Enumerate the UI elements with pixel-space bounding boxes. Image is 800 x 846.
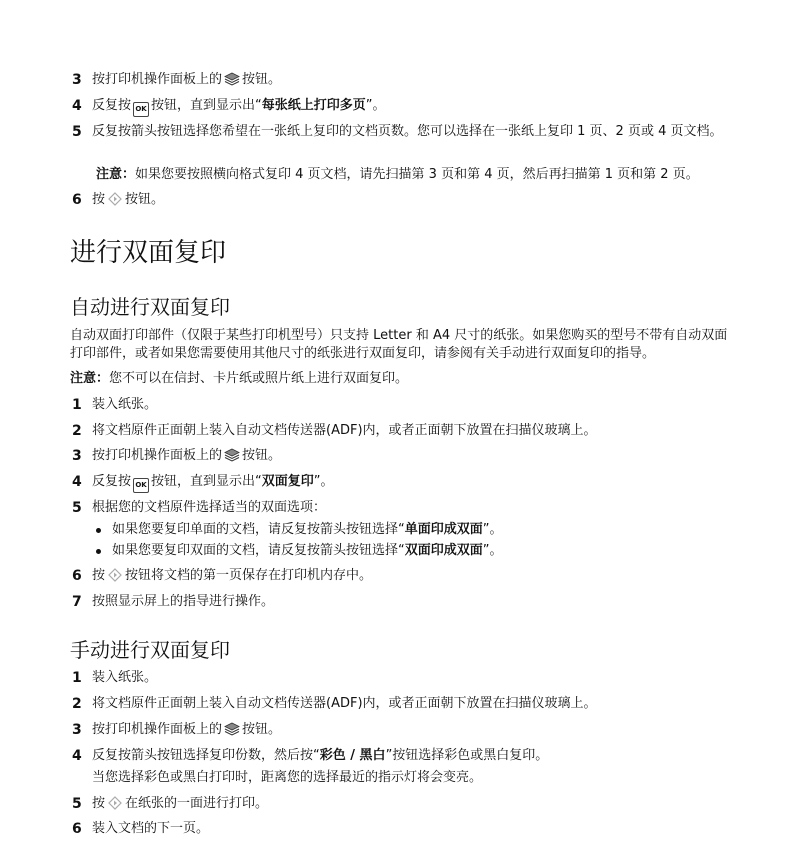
step-number: 1 [72, 397, 82, 413]
step-text: 按 [92, 568, 106, 583]
step-number: 5 [72, 124, 82, 140]
step-text-end: 按钮将文档的第一页保存在打印机内存中。 [125, 568, 373, 583]
step-text: 装入纸张。 [92, 397, 158, 412]
copy-layers-icon [224, 72, 240, 92]
section-title: 进行双面复印 [70, 238, 227, 268]
step-text-mid: 按钮，直到显示出“ [151, 474, 262, 489]
step-number: 6 [72, 568, 82, 584]
step-number: 5 [72, 500, 82, 516]
bullet-text: 如果您要复印单面的文档，请反复按箭头按钮选择“ [112, 522, 405, 537]
step-number: 3 [72, 722, 82, 738]
note [96, 166, 699, 184]
menu-option: 双面复印 [261, 474, 314, 489]
menu-option: 双面印成双面 [404, 543, 483, 558]
step-subtext: 当您选择彩色或黑白打印时，距离您的选择最近的指示灯将会变亮。 [92, 770, 483, 785]
step-text: 反复按箭头按钮选择您希望在一张纸上复印的文档页数。您可以选择在一张纸上复印 1 页、2 页或 4 页文档。 [92, 124, 723, 139]
bullet-text-end: ”。 [482, 543, 503, 558]
button-label: 彩色 / 黑白 [319, 748, 386, 763]
note [70, 370, 408, 388]
step-text: 将文档原件正面朝上装入自动文档传送器(ADF)内，或者正面朝下放置在扫描仪玻璃上。 [92, 696, 597, 711]
menu-option: 单面印成双面 [404, 522, 483, 537]
copy-layers-icon [224, 448, 240, 468]
subsection-title-auto: 自动进行双面复印 [70, 295, 230, 319]
step-number: 3 [72, 448, 82, 464]
bullet-dot [96, 528, 101, 533]
step-text: 按 [92, 192, 106, 207]
step-text: 按打印机操作面板上的 [92, 72, 223, 87]
note-text: 如果您要按照横向格式复印 4 页文档，请先扫描第 3 页和第 4 页，然后再扫描第 1 页和第 2 页。 [135, 167, 699, 182]
list-item [0, 396, 800, 422]
step-number: 4 [72, 474, 82, 490]
subsection-title-manual: 手动进行双面复印 [70, 638, 230, 662]
step-number: 7 [72, 594, 82, 610]
list-item [0, 669, 800, 695]
step-text-mid: 按钮，直到显示出“ [151, 98, 262, 113]
step-number: 6 [72, 192, 82, 208]
note-label: 注意： [70, 371, 110, 386]
list-item [0, 721, 800, 747]
step-text-end: ”按钮选择彩色或黑白复印。 [385, 748, 549, 763]
step-text: 反复按箭头按钮选择复印份数，然后按“ [92, 748, 320, 763]
paragraph: 自动双面打印部件（仅限于某些打印机型号）只支持 Letter 和 A4 尺寸的纸张。如果您购买的型号不带有自动双面打印部件，或者如果您需要使用其他尺寸的纸张进行双面复印，请参阅有关手动进行双面复印的指导。 [70, 328, 728, 361]
bullet-text: 如果您要复印双面的文档，请反复按箭头按钮选择“ [112, 543, 405, 558]
step-text: 反复按 [92, 98, 132, 113]
list-item [0, 593, 800, 619]
step-text-end: 按钮。 [242, 722, 282, 737]
step-number: 5 [72, 796, 82, 812]
list-item [0, 422, 800, 448]
copy-layers-icon [224, 722, 240, 742]
list-item [0, 820, 800, 846]
list-item [0, 191, 800, 217]
step-text-end: 按钮。 [125, 192, 165, 207]
ok-button-icon: OK [133, 102, 149, 117]
step-text: 装入文档的下一页。 [92, 821, 210, 836]
list-item [0, 97, 800, 123]
step-number: 4 [72, 748, 82, 764]
step-text-end: ”。 [365, 98, 386, 113]
list-item [0, 747, 800, 791]
step-text-end: 按钮。 [242, 72, 282, 87]
note-text: 您不可以在信封、卡片纸或照片纸上进行双面复印。 [109, 371, 409, 386]
list-item [0, 123, 800, 163]
list-item [0, 447, 800, 473]
note-label: 注意： [96, 167, 136, 182]
list-item [0, 71, 800, 97]
bullet-dot [96, 549, 101, 554]
step-text-end: ”。 [313, 474, 334, 489]
step-text: 按打印机操作面板上的 [92, 722, 223, 737]
start-diamond-icon [107, 192, 123, 212]
step-text: 按照显示屏上的指导进行操作。 [92, 594, 275, 609]
step-number: 3 [72, 72, 82, 88]
start-diamond-icon [107, 568, 123, 588]
step-number: 4 [72, 98, 82, 114]
step-text: 将文档原件正面朝上装入自动文档传送器(ADF)内，或者正面朝下放置在扫描仪玻璃上。 [92, 423, 597, 438]
step-text-end: 在纸张的一面进行打印。 [125, 796, 269, 811]
step-number: 6 [72, 821, 82, 837]
list-item [0, 695, 800, 721]
list-item [0, 795, 800, 821]
list-item [0, 473, 800, 499]
step-text-end: 按钮。 [242, 448, 282, 463]
bullet-text-end: ”。 [482, 522, 503, 537]
start-diamond-icon [107, 796, 123, 816]
step-text: 按打印机操作面板上的 [92, 448, 223, 463]
ok-button-icon: OK [133, 478, 149, 493]
step-text: 根据您的文档原件选择适当的双面选项： [92, 500, 327, 515]
step-number: 1 [72, 670, 82, 686]
bullet-item [0, 542, 800, 568]
step-number: 2 [72, 423, 82, 439]
step-text: 装入纸张。 [92, 670, 158, 685]
step-text: 按 [92, 796, 106, 811]
list-item [0, 567, 800, 593]
menu-option: 每张纸上打印多页 [261, 98, 366, 113]
step-number: 2 [72, 696, 82, 712]
step-text: 反复按 [92, 474, 132, 489]
